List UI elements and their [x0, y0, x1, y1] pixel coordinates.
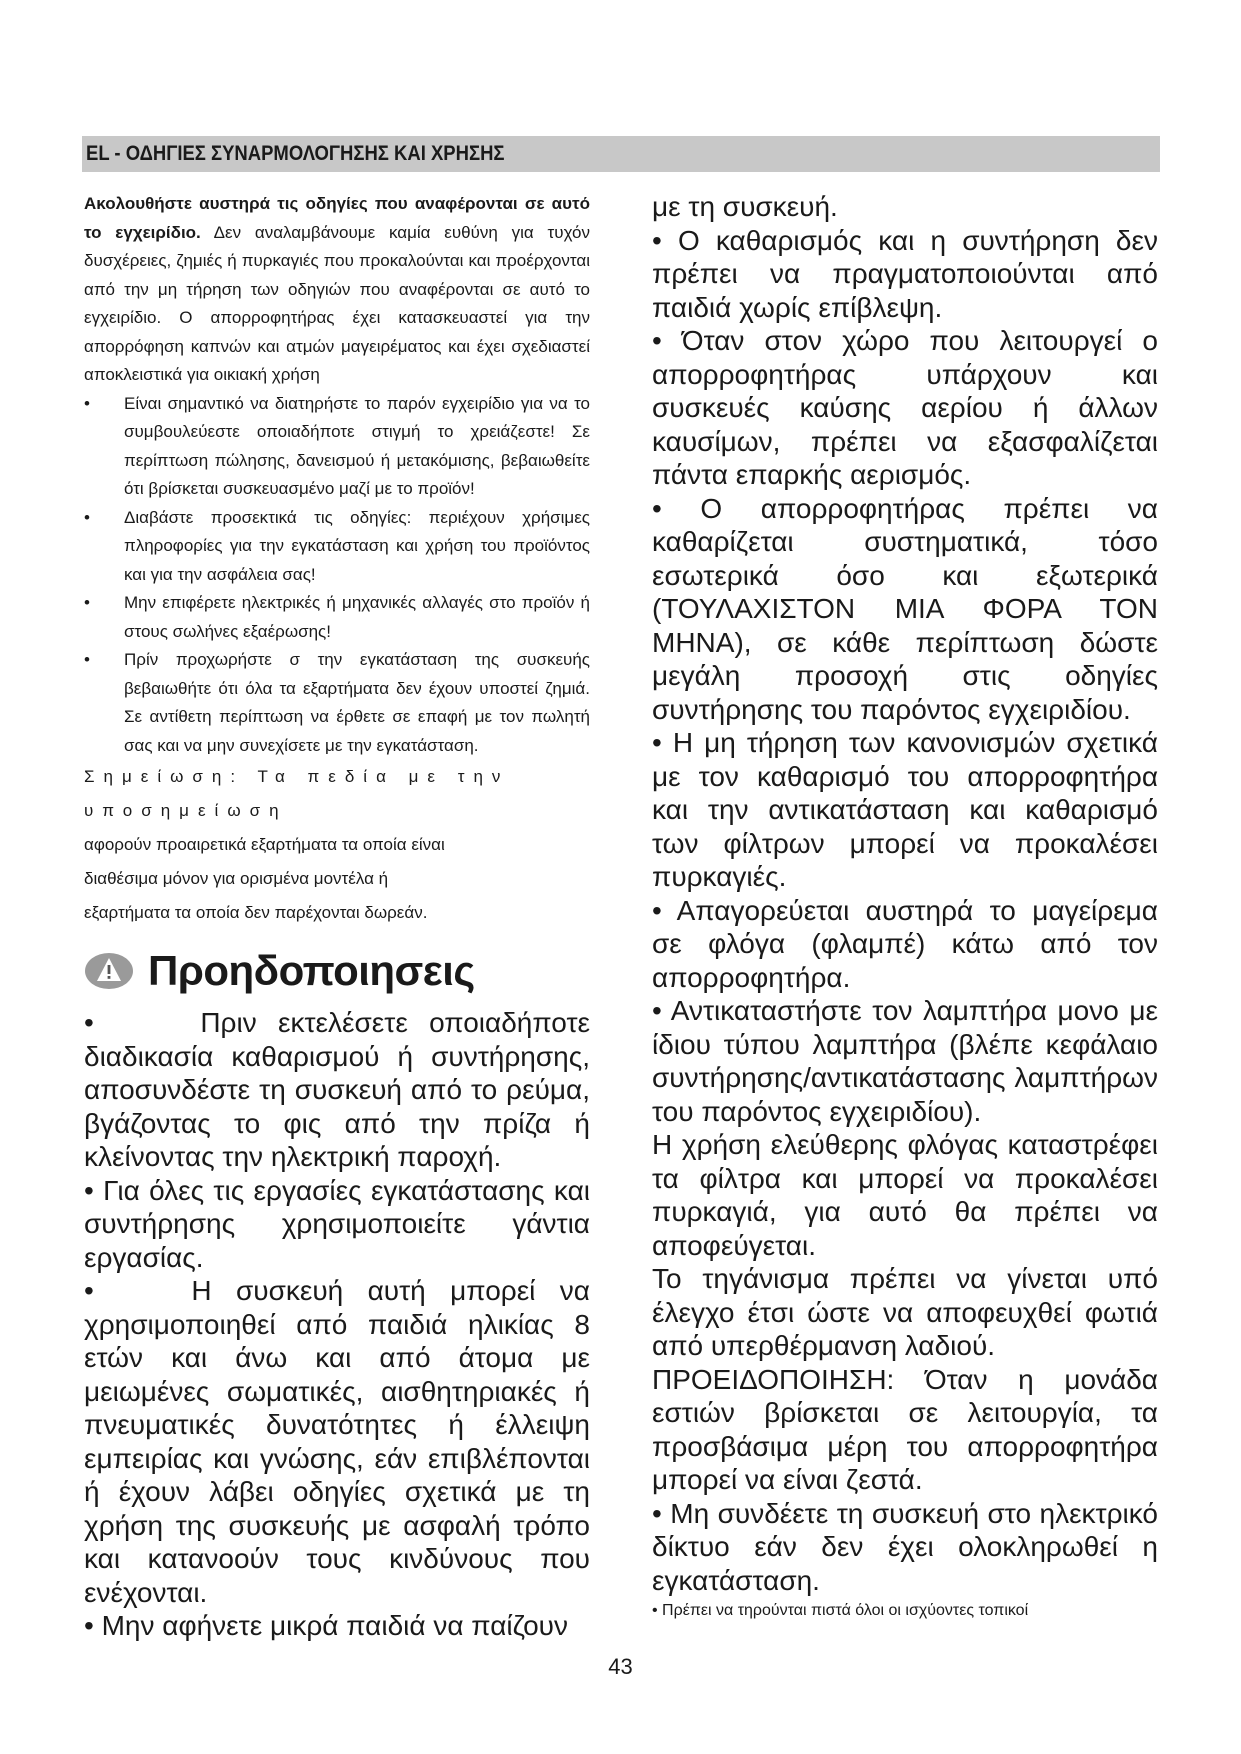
list-item: • Πρίν προχωρήστε σ την εγκατάσταση της συσκευής βεβαιωθήτε ότι όλα τα εξαρτήματα δεν έχουν υποστεί ζημιά. Σε αντίθετη περίπτωση να έρθετε σε επαφή με τον πωλητή σας και να μην συνεχίσετε με την εγκατάσταση.	[84, 646, 590, 760]
page-number: 43	[608, 1654, 633, 1679]
warning-paragraph: • Η συσκευή αυτή μπορεί να χρησιμοποιηθεί από παιδιά ηλικίας 8 ετών και άνω και από άτομα με μειωμένες σωματικές, αισθητηριακές ή πνευματικές δυνατότητες ή έλλειψη εμπειρίας και γνώσης, εάν επιβλέπονται ή έχουν λάβει οδηγίες σχετικά με τη χρήση της συσκευής με ασφαλή τρόπο και κατανοούν τους κινδύνους που ενέχονται.	[84, 1275, 590, 1608]
section-title: EL - ΟΔΗΓΙΕΣ ΣΥΝΑΡΜΟΛΟΓΗΣΗΣ ΚΑΙ ΧΡΗΣΗΣ	[86, 142, 505, 165]
intro-text: Δεν αναλαμβάνουμε καμία ευθύνη για τυχόν δυσχέρειες, ζημιές ή πυρκαγιές που προκαλούνται και προέρχονται από την μη τήρηση των οδηγιών που αναφέρονται σε αυτό το εγχειρίδιο. Ο απορροφητήρας έχει κατασκευαστεί για την απορρόφηση καπνών και ατμών μαγειρέματος και έχει σχεδιαστεί αποκλειστικά για οικιακή χρήση	[84, 222, 590, 384]
warning-paragraph: • Ο καθαρισμός και η συντήρηση δεν πρέπει να πραγματοποιούνται από παιδιά χωρίς επίβλεψη.	[652, 224, 1158, 323]
warning-paragraph: • Ο απορροφητήρας πρέπει να καθαρίζεται συστηματικά, τόσο εσωτερικά όσο και εξωτερικά (ΤΟΥΛΑΧΙΣΤΟΝ ΜΙΑ ΦΟΡΑ ΤΟΝ ΜΗΝΑ), σε κάθε περίπτωση δώστε μεγάλη προσοχή στις οδηγίες συντήρησης του παρόντος εγχειριδίου.	[652, 492, 1158, 725]
warning-paragraph: • Μη συνδέετε τη συσκευή στο ηλεκτρικό δίκτυο εάν δεν έχει ολοκληρωθεί η εγκατάσταση.	[652, 1497, 1158, 1596]
warning-paragraph: • Για όλες τις εργασίες εγκατάστασης και συντήρησης χρησιμοποιείτε γάντια εργασίας.	[84, 1174, 590, 1275]
warning-paragraph: • Μην αφήνετε μικρά παιδιά να παίζουν	[84, 1609, 590, 1643]
warning-paragraph-small: • Πρέπει να τηρούνται πιστά όλοι οι ισχύοντες τοπικοί	[652, 1602, 1029, 1619]
list-item: • Είναι σημαντικό να διατηρήστε το παρόν εγχειρίδιο για να το συμβουλεύεστε οποιαδήποτε στιγμή το χρειάζεστε! Σε περίπτωση πώλησης, δανεισμού ή μετακόμισης, βεβαιωθείτε ότι βρίσκεται συσκευασμένο μαζί με το προϊόν!	[84, 390, 590, 504]
right-column	[652, 190, 1158, 1625]
warning-paragraph: • Η μη τήρηση των κανονισμών σχετικά με τον καθαρισμό του απορροφητήρα και την αντικατάσταση και καθαρισμό των φίλτρων μπορεί να προκαλέσει πυρκαγιές.	[652, 727, 1158, 892]
intro-paragraph	[84, 190, 590, 390]
left-column	[84, 190, 590, 1643]
section-header-bar	[82, 136, 1160, 172]
intro-bold-text: Ακολουθήστε αυστηρά τις οδηγίες που αναφέρονται σε αυτό το εγχειρίδιο.	[84, 194, 590, 242]
warnings-title: Προηδοποιησεις	[148, 947, 475, 994]
note-line-1: Σημείωση: Τα πεδία με την υποσημείωση	[84, 767, 510, 820]
warnings-heading	[84, 936, 590, 1006]
warning-icon	[84, 951, 134, 991]
list-item: • Διαβάστε προσεκτικά τις οδηγίες: περιέχουν χρήσιμες πληροφορίες για την εγκατάσταση και χρήση του προϊόντος και για την ασφάλεια σας!	[84, 504, 590, 590]
warning-paragraph: Η χρήση ελεύθερης φλόγας καταστρέφει τα φίλτρα και μπορεί να προκαλέσει πυρκαγιά, για αυτό θα πρέπει να αποφεύγεται.	[652, 1129, 1158, 1261]
warning-paragraph: • Αντικαταστήστε τον λαμπτήρα μονο με ίδιου τύπου λαμπτήρα (βλέπε κεφάλαιο συντήρησης/αντικατάστασης λαμπτήρων του παρόντος εγχειριδίου).	[652, 995, 1158, 1127]
list-item: • Μην επιφέρετε ηλεκτρικές ή μηχανικές αλλαγές στο προϊόν ή στους σωλήνες εξαέρωσης!	[84, 589, 590, 646]
note-line-4: εξαρτήματα τα οποία δεν παρέχονται δωρεάν.	[84, 903, 428, 922]
warning-paragraph: Το τηγάνισμα πρέπει να γίνεται υπό έλεγχο έτσι ώστε να αποφευχθεί φωτιά από υπερθέρμανση λαδιού.	[652, 1263, 1158, 1361]
warning-text: Πριν εκτελέσετε οποιαδήποτε διαδικασία καθαρισμού ή συντήρησης, αποσυνδέστε τη συσκευή από το ρεύμα, βγάζοντας το φις από την πρίζα ή κλείνοντας την ηλεκτρική παροχή.	[84, 1007, 590, 1172]
warning-paragraph: με τη συσκευή.	[652, 191, 838, 222]
warning-paragraph: • Πριν εκτελέσετε οποιαδήποτε διαδικασία καθαρισμού ή συντήρησης, αποσυνδέστε τη συσκευή από το ρεύμα, βγάζοντας το φις από την πρίζα ή κλείνοντας την ηλεκτρική παροχή.	[84, 1007, 590, 1172]
warning-paragraph: • Όταν στον χώρο που λειτουργεί ο απορροφητήρας υπάρχουν και συσκευές καύσης αερίου ή άλλων καυσίμων, πρέπει να εξασφαλίζεται πάντα επαρκής αερισμός.	[652, 325, 1158, 490]
warning-text: Η συσκευή αυτή μπορεί να χρησιμοποιηθεί από παιδιά ηλικίας 8 ετών και άνω και από άτομα με μειωμένες σωματικές, αισθητηριακές ή πνευματικές δυνατότητες ή έλλειψη εμπειρίας και γνώσης, εάν επιβλέπονται ή έχουν λάβει οδηγίες σχετικά με τη χρήση της συσκευής με ασφαλή τρόπο και κατανοούν τους κινδύνους που ενέχονται.	[84, 1275, 590, 1608]
intro-bullet-list	[84, 390, 590, 761]
warning-paragraph: ΠΡΟΕΙΔΟΠΟΙΗΣΗ: Όταν η μονάδα εστιών βρίσκεται σε λειτουργία, τα προσβάσιμα μέρη του απορροφητήρα μπορεί να είναι ζεστά.	[652, 1363, 1158, 1495]
note-line-3: διαθέσιμα μόνον για ορισμένα μοντέλα ή	[84, 869, 389, 888]
note-line-2: αφορούν προαιρετικά εξαρτήματα τα οποία είναι	[84, 835, 445, 854]
warning-paragraph: • Απαγορεύεται αυστηρά το μαγείρεμα σε φλόγα (φλαμπέ) κάτω από τον απορροφητήρα.	[652, 894, 1158, 993]
